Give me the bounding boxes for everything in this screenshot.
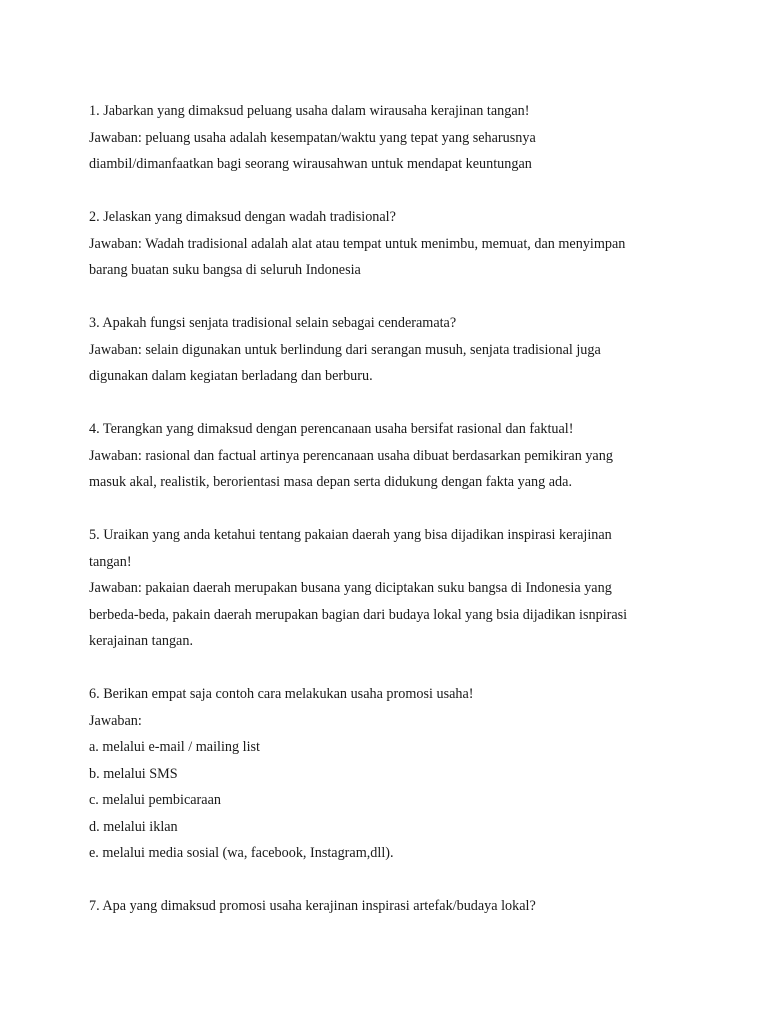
answer-5-line-1: Jawaban: pakaian daerah merupakan busana yang diciptakan suku bangsa di Indonesia yang: [89, 580, 612, 596]
answer-6-line-6: e. melalui media sosial (wa, facebook, Instagram,dll).: [89, 845, 394, 861]
qa-item-3: [89, 310, 728, 390]
qa-item-6: [89, 681, 728, 867]
answer-2-line-1: Jawaban: Wadah tradisional adalah alat atau tempat untuk menimbu, memuat, dan menyimpan: [89, 235, 626, 252]
answer-3-line-1: Jawaban: selain digunakan untuk berlindung dari serangan musuh, senjata tradisional juga: [89, 341, 601, 358]
answer-6-line-4: c. melalui pembicaraan: [89, 792, 221, 808]
question-1: 1. Jabarkan yang dimaksud peluang usaha dalam wirausaha kerajinan tangan!: [89, 103, 530, 119]
answer-6-line-2: a. melalui e-mail / mailing list: [89, 739, 260, 755]
answer-2-line-2: barang buatan suku bangsa di seluruh Indonesia: [89, 262, 361, 278]
answer-4-line-2: masuk akal, realistik, berorientasi masa depan serta didukung dengan fakta yang ada.: [89, 474, 572, 490]
answer-5-line-3: kerajainan tangan.: [89, 633, 193, 649]
question-6: 6. Berikan empat saja contoh cara melakukan usaha promosi usaha!: [89, 686, 474, 702]
question-7: 7. Apa yang dimaksud promosi usaha kerajinan inspirasi artefak/budaya lokal?: [89, 898, 536, 914]
question-3: 3. Apakah fungsi senjata tradisional selain sebagai cenderamata?: [89, 315, 457, 331]
question-5-line-1: 5. Uraikan yang anda ketahui tentang pakaian daerah yang bisa dijadikan inspirasi kerajinan: [89, 527, 612, 543]
qa-item-5: [89, 522, 728, 655]
answer-1-line-2: diambil/dimanfaatkan bagi seorang wirausahwan untuk mendapat keuntungan: [89, 156, 532, 172]
question-5-line-2: tangan!: [89, 553, 132, 570]
answer-3-line-2: digunakan dalam kegiatan berladang dan berburu.: [89, 368, 373, 384]
answer-6-line-3: b. melalui SMS: [89, 765, 178, 782]
answer-6-line-5: d. melalui iklan: [89, 818, 178, 835]
qa-item-7: [89, 893, 728, 920]
answer-4-line-1: Jawaban: rasional dan factual artinya perencanaan usaha dibuat berdasarkan pemikiran yang: [89, 447, 613, 464]
qa-item-2: [89, 204, 728, 284]
question-4: 4. Terangkan yang dimaksud dengan perencanaan usaha bersifat rasional dan faktual!: [89, 421, 574, 437]
qa-item-1: [89, 98, 728, 178]
answer-1-line-1: Jawaban: peluang usaha adalah kesempatan/waktu yang tepat yang seharusnya: [89, 129, 536, 146]
question-2: 2. Jelaskan yang dimaksud dengan wadah tradisional?: [89, 209, 396, 225]
qa-item-4: [89, 416, 728, 496]
answer-5-line-2: berbeda-beda, pakain daerah merupakan bagian dari budaya lokal yang bsia dijadikan isnpirasi: [89, 606, 628, 623]
answer-6-line-1: Jawaban:: [89, 712, 142, 729]
